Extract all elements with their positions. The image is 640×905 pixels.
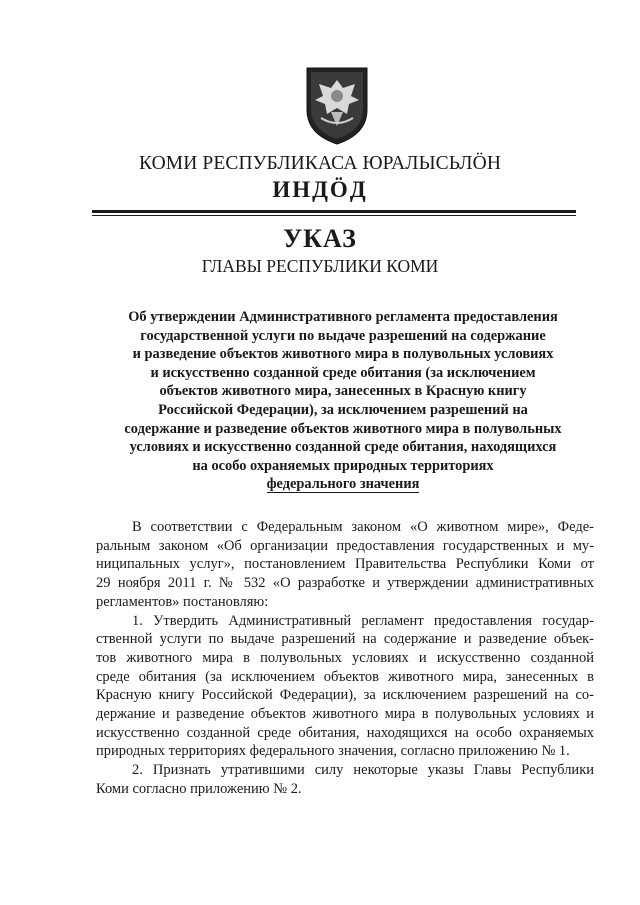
preamble-line: регламентов» постановляю: <box>96 593 269 610</box>
preamble-line: ральным законом «Об организации предоставления государственных и му- <box>96 537 594 554</box>
title-line: и разведение объектов животного мира в полувольных условиях <box>132 346 554 363</box>
item-1-line: Красную книгу Российской Федерации), за исключением разрешений на со- <box>96 687 594 704</box>
document-title <box>108 308 578 494</box>
item-1-line: природных территориях федерального значения, согласно приложению № 1. <box>96 743 570 760</box>
header-divider-thick <box>92 210 576 213</box>
title-line: объектов животного мира, занесенных в Красную книгу <box>159 383 527 400</box>
title-line-underlined <box>108 475 578 494</box>
title-line: условиях и искусственно созданной среде обитания, находящихся <box>129 439 557 456</box>
item-1-line: искусственно созданной среде обитания, находящихся на особо охраняемых <box>96 724 594 741</box>
item-2-line: Коми согласно приложению № 2. <box>96 780 302 797</box>
title-line: и искусственно созданной среде обитания (за исключением <box>150 364 536 381</box>
preamble-line: В соответствии с Федеральным законом «О животном мире», Феде- <box>132 519 594 535</box>
preamble-line: ниципальных услуг», постановлением Правительства Республики Коми от <box>96 556 594 573</box>
item-1-line: 1. Утвердить Административный регламент предоставления государ- <box>132 612 594 629</box>
item-1-line: держание и разведение объектов животного мира в полувольных условиях и <box>96 706 594 723</box>
title-line: Об утверждении Административного регламента предоставления <box>128 309 558 325</box>
document-type: УКАЗ <box>283 224 357 253</box>
item-2-line: 2. Признать утратившими силу некоторые указы Главы Республики <box>132 762 594 779</box>
title-line: содержание и разведение объектов животного мира в полувольных <box>124 420 562 437</box>
komi-document-type: ИНДӦД <box>272 177 368 202</box>
header-divider-thin <box>92 215 576 216</box>
komi-republic-title: КОМИ РЕСПУБЛИКАСА ЮРАЛЫСЬЛӦН <box>139 153 501 174</box>
item-1-line: тов животного мира в полувольных условиях и искусственно созданной <box>96 649 594 666</box>
item-1-line: среде обитания (за исключением объектов животного мира, занесенных в <box>96 668 594 685</box>
document-authority: ГЛАВЫ РЕСПУБЛИКИ КОМИ <box>201 256 439 276</box>
title-line: на особо охраняемых природных территориях <box>192 457 494 474</box>
komi-coat-of-arms-emblem <box>301 64 373 146</box>
title-line-underlined-text: федерального значения <box>266 476 420 493</box>
document-body <box>96 518 594 799</box>
title-line: государственной услуги по выдаче разрешений на содержание <box>140 327 546 344</box>
item-1-line: ственной услуги по выдаче разрешений на содержание и разведение объек- <box>96 631 594 648</box>
preamble-line: 29 ноября 2011 г. № 532 «О разработке и утверждении административных <box>96 575 594 592</box>
title-line: Российской Федерации), за исключением разрешений на <box>158 401 528 418</box>
